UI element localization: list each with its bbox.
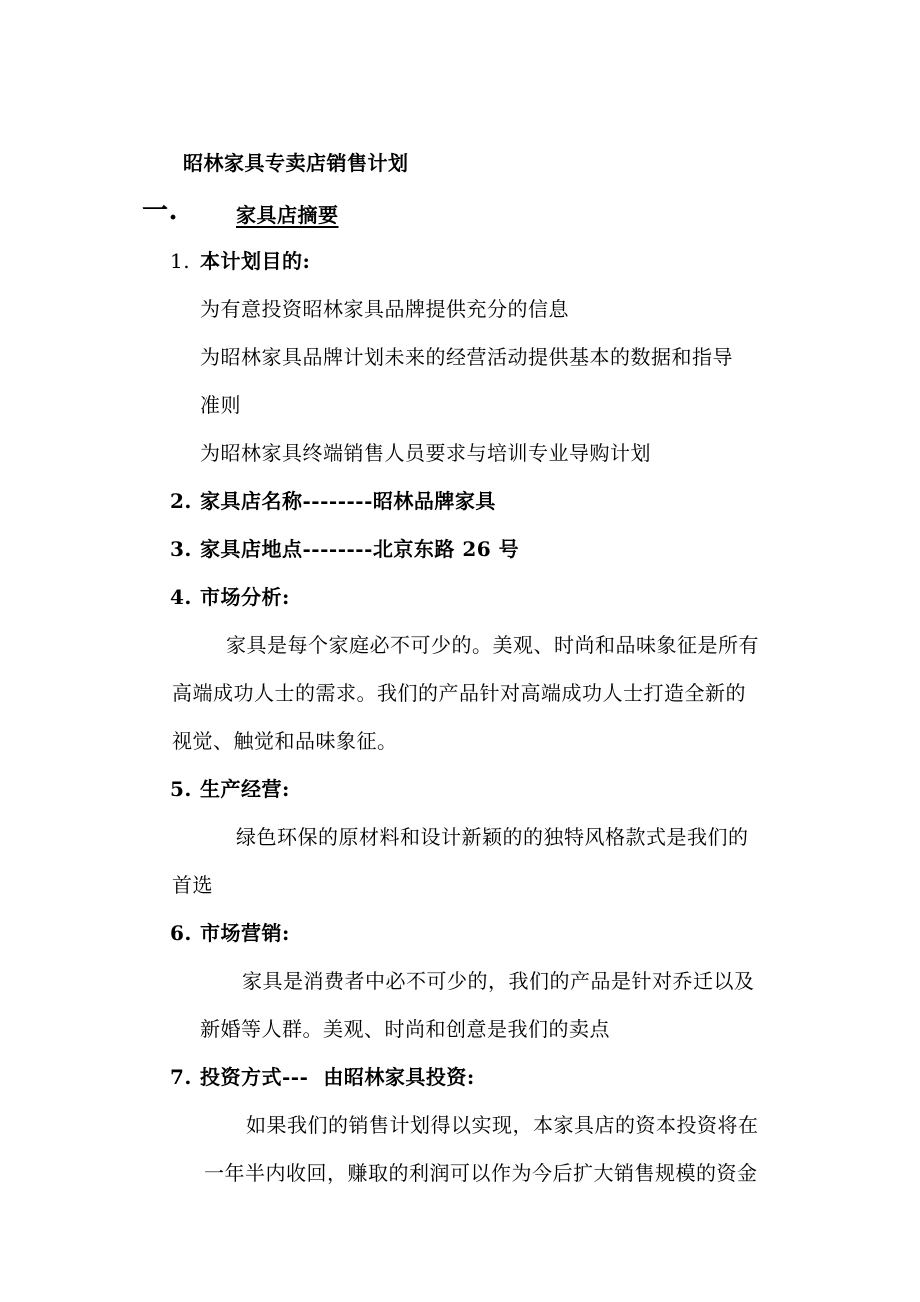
list-item-7: [170, 1064, 475, 1090]
list-item-4: [170, 584, 290, 610]
list-label: 市场营销:: [200, 921, 290, 945]
paragraph-line: 新婚等人群。美观、时尚和创意是我们的卖点: [200, 1017, 610, 1041]
purpose-line: 为昭林家具终端销售人员要求与培训专业导购计划: [200, 441, 651, 465]
list-number: 2.: [170, 489, 192, 513]
purpose-line: 为有意投资昭林家具品牌提供充分的信息: [200, 297, 569, 321]
list-number: 6.: [170, 921, 192, 945]
list-number: 7.: [170, 1065, 192, 1089]
list-label: 家具店地点--------北京东路 26 号: [200, 537, 520, 561]
paragraph-line: 首选: [172, 873, 213, 897]
paragraph-line: 视觉、触觉和品味象征。: [172, 729, 398, 753]
section-title: 家具店摘要: [236, 203, 339, 227]
purpose-line: 准则: [200, 393, 241, 417]
paragraph-line: 高端成功人士的需求。我们的产品针对高端成功人士打造全新的: [172, 681, 746, 705]
section-number: 一.: [142, 196, 179, 226]
list-item-1: [170, 248, 310, 274]
list-item-5: [170, 776, 290, 802]
paragraph-line: 一年半内收回，赚取的利润可以作为今后扩大销售规模的资金: [204, 1161, 758, 1185]
list-number: 4.: [170, 585, 192, 609]
list-label: 投资方式--- 由昭林家具投资:: [200, 1065, 475, 1089]
list-number: 1.: [170, 249, 191, 273]
list-number: 3.: [170, 537, 192, 561]
list-label: 本计划目的:: [200, 249, 311, 273]
paragraph-line: 家具是消费者中必不可少的，我们的产品是针对乔迁以及: [242, 969, 755, 993]
purpose-line: 为昭林家具品牌计划未来的经营活动提供基本的数据和指导: [200, 345, 733, 369]
list-label: 家具店名称--------昭林品牌家具: [200, 489, 496, 513]
paragraph-line: 家具是每个家庭必不可少的。美观、时尚和品味象征是所有: [226, 633, 759, 657]
paragraph-line: 绿色环保的原材料和设计新颖的的独特风格款式是我们的: [236, 825, 749, 849]
list-label: 市场分析:: [200, 585, 290, 609]
list-item-6: [170, 920, 290, 946]
document-title: 昭林家具专卖店销售计划: [183, 151, 409, 175]
list-label: 生产经营:: [200, 777, 290, 801]
list-number: 5.: [170, 777, 192, 801]
list-item-3: [170, 536, 519, 562]
paragraph-line: 如果我们的销售计划得以实现，本家具店的资本投资将在: [246, 1113, 759, 1137]
list-item-2: [170, 488, 496, 514]
